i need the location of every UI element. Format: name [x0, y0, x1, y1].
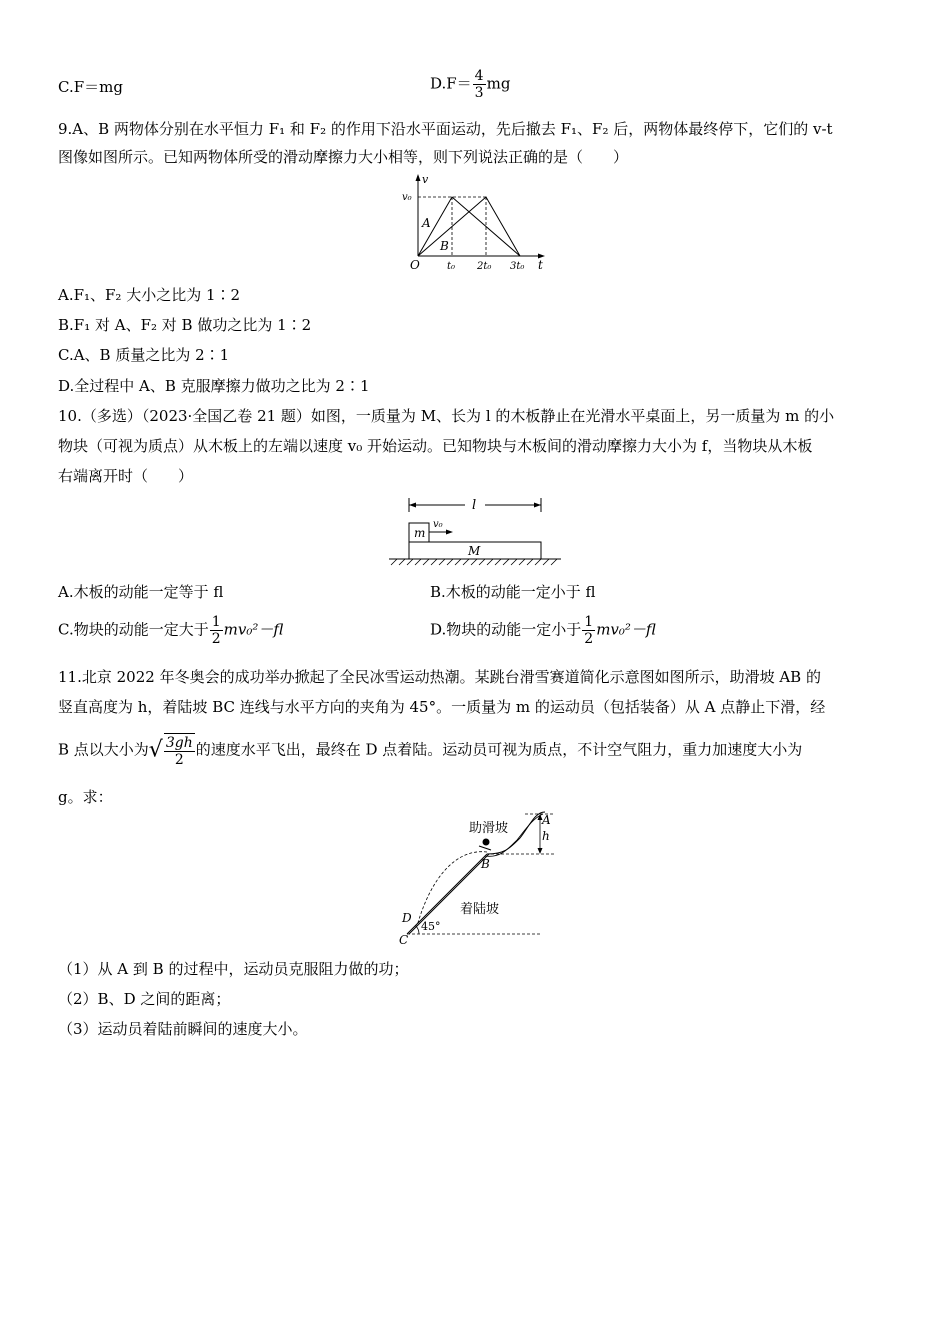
v-axis-arrow — [416, 174, 421, 181]
q10-option-d: D.物块的动能一定小于 $\frac{1}{2}$ mv₀²－fl — [430, 614, 656, 647]
t-label: t — [538, 258, 543, 272]
q8-option-c: C.F＝mg — [58, 78, 123, 96]
q10-option-b: B.木板的动能一定小于 fl — [430, 583, 596, 601]
fraction: $\frac{1}{2}$ — [211, 614, 221, 647]
q9-stem-line2: 图像如图所示。已知两物体所受的滑动摩擦力大小相等，则下列说法正确的是（ ） — [58, 148, 629, 166]
board-label: M — [468, 544, 481, 558]
q9-vt-graph — [400, 172, 550, 277]
angle-label: 45° — [421, 920, 441, 933]
q11-stem-line4: g。求： — [58, 788, 113, 806]
q11-stem-line3: B 点以大小为√ $\frac{3gh}{2}$ 的速度水平飞出，最终在 D 点着陆。运动员可视为质点，不计空气阻力，重力加速度大小为 — [58, 735, 803, 768]
q9-option-c: C.A、B 质量之比为 2∶1 — [58, 346, 230, 364]
q10-option-a: A.木板的动能一定等于 fl — [58, 583, 224, 601]
label-a: A — [422, 216, 431, 230]
length-label: l — [472, 498, 477, 513]
t0-label: t₀ — [447, 261, 456, 272]
label-b: B — [440, 239, 449, 253]
v-label: v — [422, 173, 429, 186]
q10-board-figure — [385, 494, 565, 568]
q8-option-d: D.F＝ $\frac{4}{3}$ mg — [430, 68, 511, 101]
fraction: $\frac{1}{2}$ — [584, 614, 594, 647]
q11-sub-1: （1）从 A 到 B 的过程中，运动员克服阻力做的功； — [58, 960, 409, 978]
velocity-label: v₀ — [433, 519, 443, 530]
q10-option-c: C.物块的动能一定大于 $\frac{1}{2}$ mv₀²－fl — [58, 614, 284, 647]
label-d: D — [402, 911, 412, 925]
label-a: A — [542, 813, 551, 827]
q9-option-b: B.F₁ 对 A、F₂ 对 B 做功之比为 1∶2 — [58, 316, 312, 334]
origin-label: O — [410, 258, 420, 272]
q9-stem-line1: 9.A、B 两物体分别在水平恒力 F₁ 和 F₂ 的作用下沿水平面运动，先后撤去 F₁、F₂ 后，两物体最终停下，它们的 v-t — [58, 120, 833, 138]
q11-sub-3: （3）运动员着陆前瞬间的速度大小。 — [58, 1020, 308, 1038]
t3-label: 3t₀ — [510, 261, 525, 272]
fraction: $\frac{4}{3}$ — [474, 68, 484, 101]
ramp-label: 助滑坡 — [469, 821, 509, 836]
q11-stem-line1: 11.北京 2022 年冬奥会的成功举办掀起了全民冰雪运动热潮。某跳台滑雪赛道简化示意图如图所示，助滑坡 AB 的 — [58, 668, 821, 686]
landing-label: 着陆坡 — [460, 902, 500, 917]
v0-label: v₀ — [402, 192, 412, 203]
label-h: h — [542, 829, 550, 843]
t2-label: 2t₀ — [477, 261, 492, 272]
block-label: m — [414, 526, 426, 540]
label-b: B — [481, 857, 490, 871]
skier — [483, 839, 490, 846]
sqrt-expression: √ $\frac{3gh}{2}$ — [148, 735, 193, 768]
q10-stem-line3: 右端离开时（ ） — [58, 467, 194, 485]
q9-option-a: A.F₁、F₂ 大小之比为 1∶2 — [58, 286, 241, 304]
label-c: C — [399, 933, 409, 947]
q11-sub-2: （2）B、D 之间的距离； — [58, 990, 231, 1008]
graph-line-a — [418, 197, 520, 256]
q11-stem-line2: 竖直高度为 h，着陆坡 BC 连线与水平方向的夹角为 45°。一质量为 m 的运动员（包括装备）从 A 点静止下滑，经 — [58, 698, 826, 716]
q10-stem-line1: 10.（多选）（2023·全国乙卷 21 题）如图，一质量为 M、长为 l 的木板静止在光滑水平桌面上，另一质量为 m 的小 — [58, 407, 835, 425]
q10-stem-line2: 物块（可视为质点）从木板上的左端以速度 v₀ 开始运动。已知物块与木板间的滑动摩擦力大小为 f，当物块从木板 — [58, 437, 813, 455]
graph-line-b — [418, 197, 520, 256]
q9-option-d: D.全过程中 A、B 克服摩擦力做功之比为 2∶1 — [58, 377, 370, 395]
q11-ski-figure — [395, 810, 555, 950]
